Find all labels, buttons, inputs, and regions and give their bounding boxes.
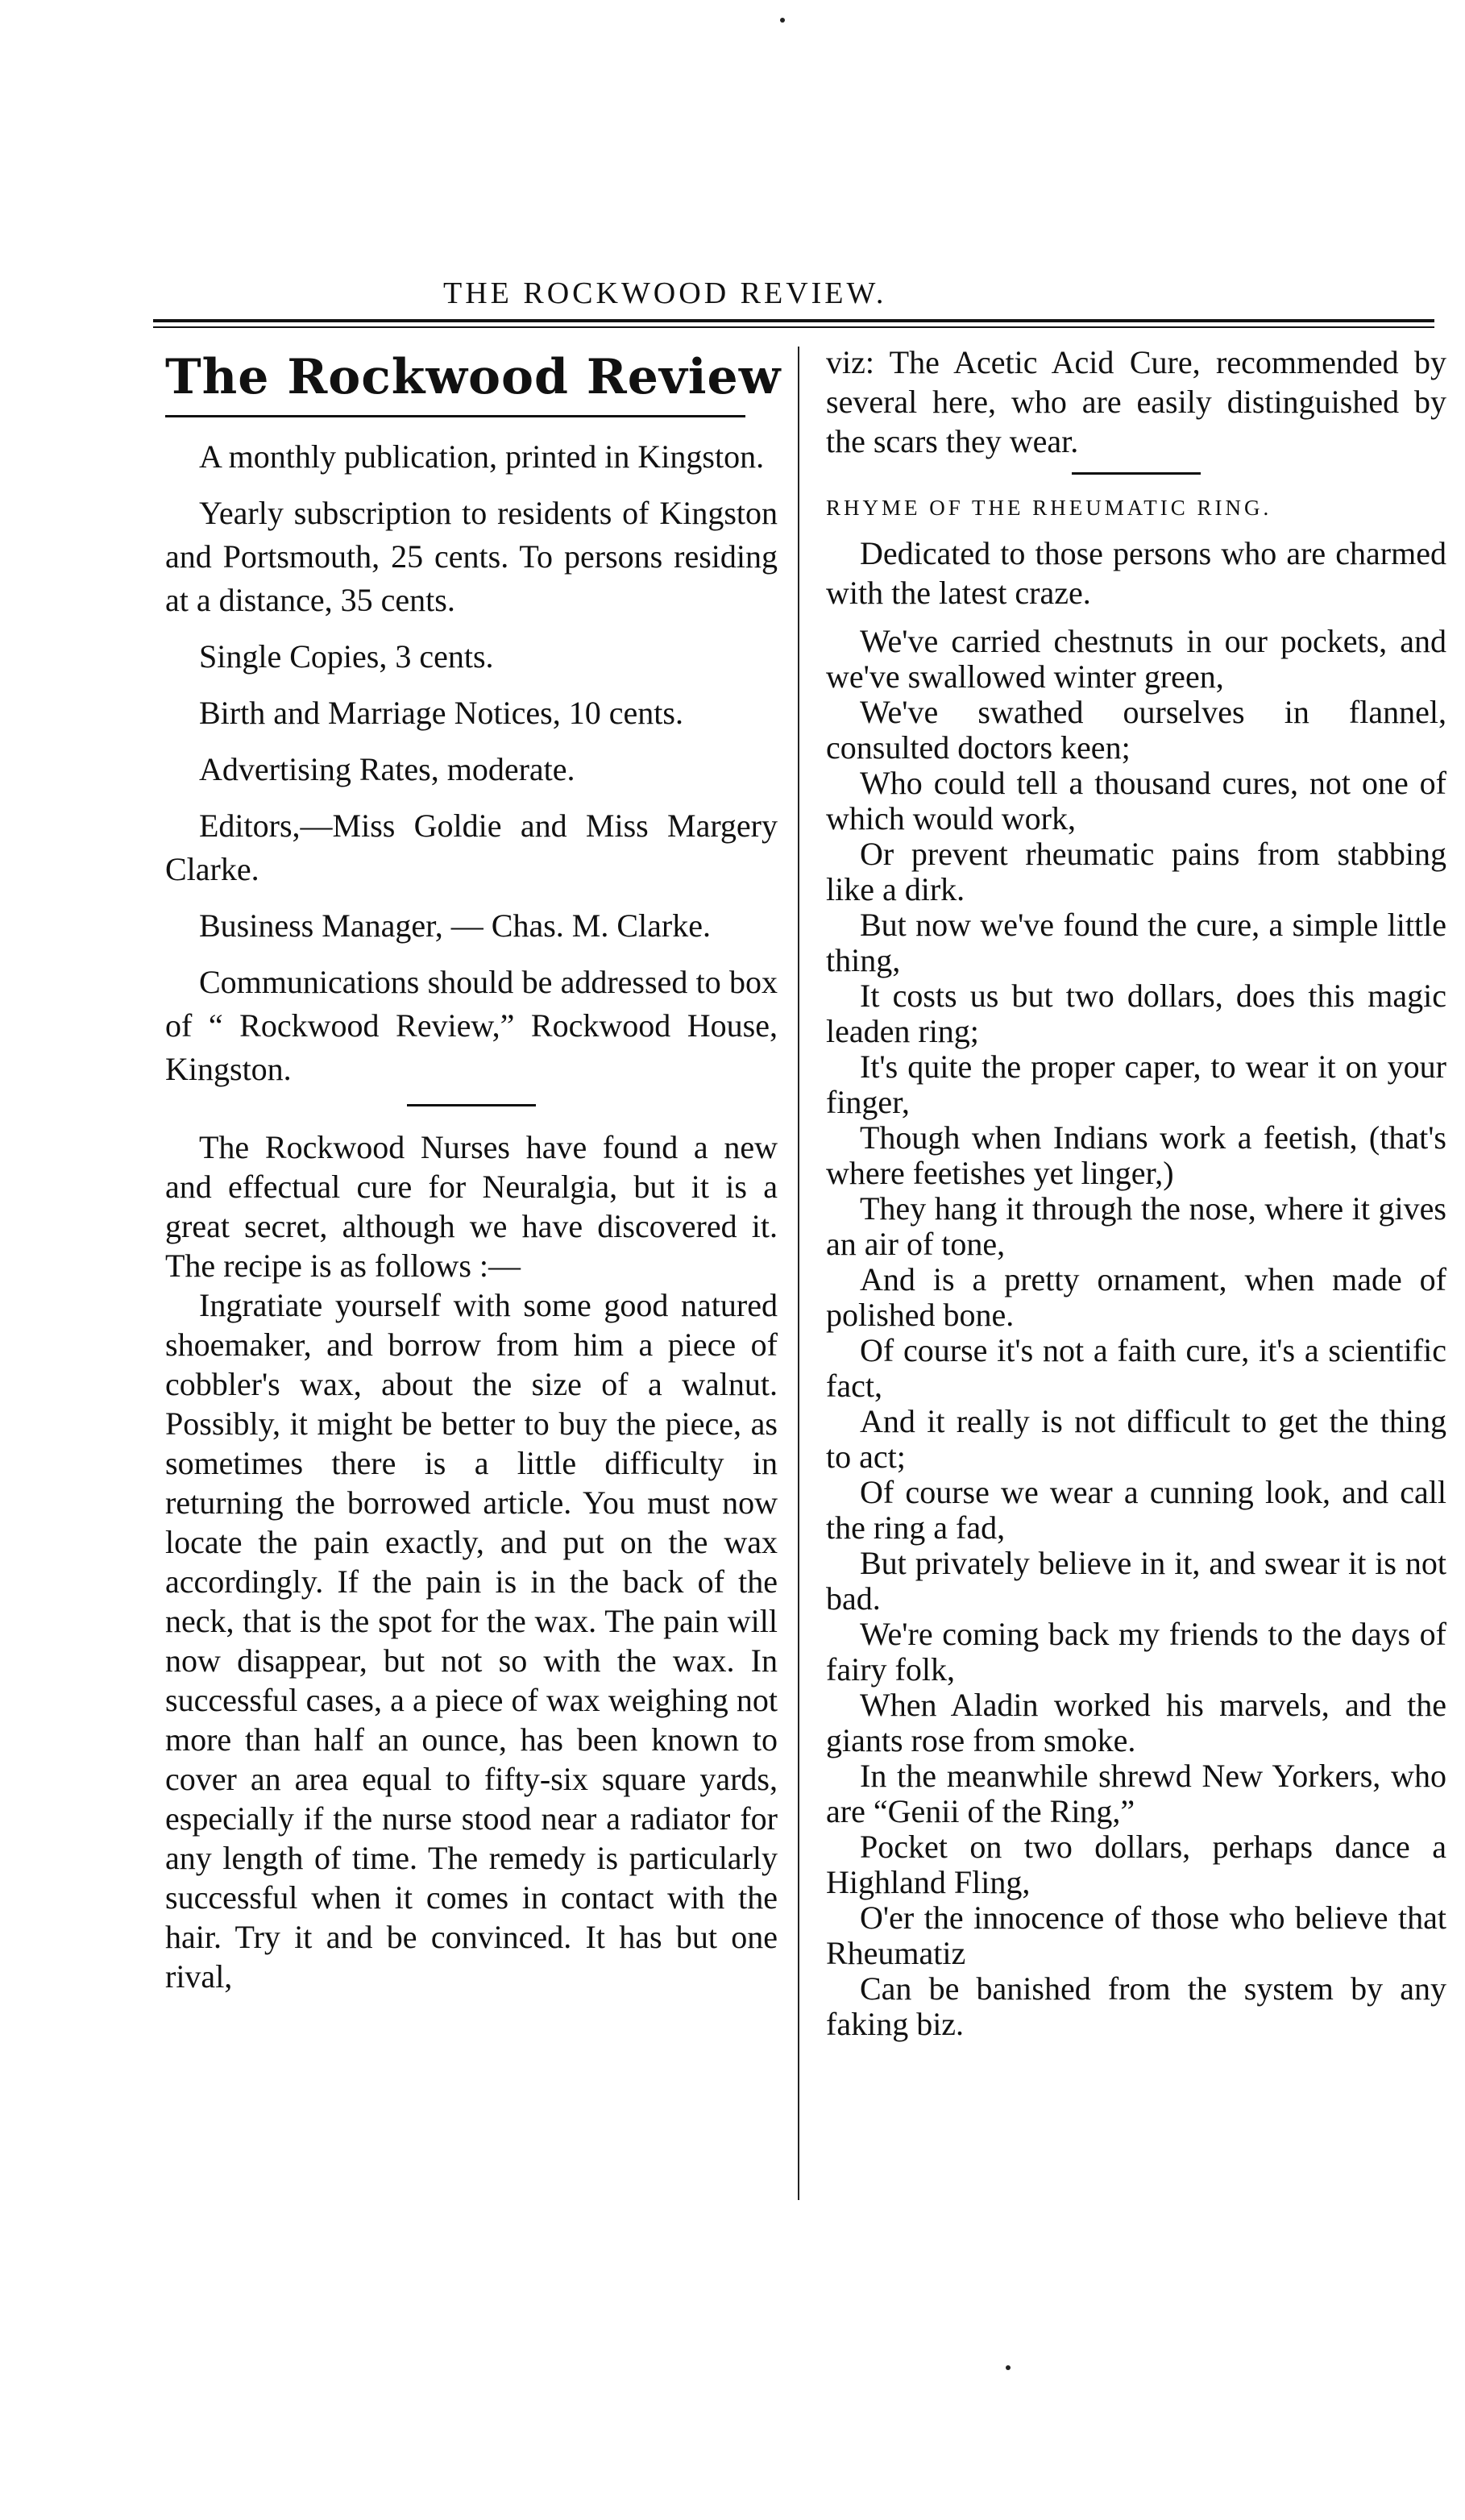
info-editors: Editors,—Miss Goldie and Miss Margery Clarke.: [165, 807, 778, 887]
print-speck: [1006, 2365, 1011, 2370]
verse-line: We've carried chestnuts in our pockets, and we've swallowed winter green,: [826, 623, 1446, 695]
verse-line: But privately believe in it, and swear it is not bad.: [826, 1545, 1446, 1617]
info-subscription: Yearly subscription to residents of Kingston and Portsmouth, 25 cents. To persons residing at a distance, 35 cents.: [165, 495, 778, 618]
verse-line: They hang it through the nose, where it gives an air of tone,: [826, 1190, 1446, 1262]
article-paragraph: The Rockwood Nurses have found a new and effectual cure for Neuralgia, but it is a great secret, although we have discovered it. The recipe is as follows :—: [165, 1129, 778, 1284]
verse-line: Or prevent rheumatic pains from stabbing like a dirk.: [826, 836, 1446, 907]
section-rule: [1072, 472, 1201, 475]
right-column: [826, 343, 1446, 2042]
info-notices: Birth and Marriage Notices, 10 cents.: [199, 695, 683, 731]
masthead-title: The Rockwood Review: [165, 349, 782, 405]
verse-line: And is a pretty ornament, when made of polished bone.: [826, 1261, 1446, 1333]
verse-line: When Aladin worked his marvels, and the giants rose from smoke.: [826, 1687, 1446, 1758]
column-divider: [798, 347, 799, 2200]
verse-line: But now we've found the cure, a simple little thing,: [826, 907, 1446, 978]
verse-line: It's quite the proper caper, to wear it on your finger,: [826, 1048, 1446, 1120]
info-advertising: Advertising Rates, moderate.: [199, 751, 575, 787]
verse-line: Who could tell a thousand cures, not one of which would work,: [826, 765, 1446, 837]
header-rule: [153, 319, 1434, 322]
rhyme-title: RHYME OF THE RHEUMATIC RING.: [826, 496, 1272, 520]
verse-line: Pocket on two dollars, perhaps dance a Highland Fling,: [826, 1829, 1446, 1900]
rhyme-verses: [826, 624, 1446, 2042]
verse-line: We're coming back my friends to the days of fairy folk,: [826, 1616, 1446, 1688]
verse-line: It costs us but two dollars, does this magic leaden ring;: [826, 978, 1446, 1049]
verse-line: In the meanwhile shrewd New Yorkers, who are “Genii of the Ring,”: [826, 1758, 1446, 1829]
verse-line: O'er the innocence of those who believe that Rheumatiz: [826, 1899, 1446, 1971]
verse-line: Can be banished from the system by any faking biz.: [826, 1970, 1446, 2042]
info-business-manager: Business Manager, — Chas. M. Clarke.: [199, 907, 711, 944]
verse-line: Of course we wear a cunning look, and call the ring a fad,: [826, 1474, 1446, 1546]
masthead-rule: [165, 415, 745, 417]
rhyme-dedication: Dedicated to those persons who are charmed with the latest craze.: [826, 535, 1446, 611]
header-rule-thin: [153, 326, 1434, 328]
verse-line: Though when Indians work a feetish, (that's where feetishes yet linger,): [826, 1119, 1446, 1191]
article-continuation: viz: The Acetic Acid Cure, recommended by several here, who are easily distinguished by the scars they wear.: [826, 344, 1446, 459]
running-head: THE ROCKWOOD REVIEW.: [443, 276, 887, 310]
info-communications: Communications should be addressed to box of “ Rockwood Review,” Rockwood House, Kingston.: [165, 964, 778, 1087]
left-column: [165, 343, 782, 1996]
info-publication: A monthly publication, printed in Kingston.: [199, 438, 765, 475]
article-paragraph: Ingratiate yourself with some good natured shoemaker, and borrow from him a piece of cobbler's wax, about the size of a walnut. Possibly, it might be better to buy the piece, as sometimes there is a little difficulty in returning the borrowed article. You must now locate the pain exactly, and put on the wax accordingly. If the pain is in the back of the neck, that is the spot for the wax. The pain will now disappear, but not so with the wax. In successful cases, a a piece of wax weighing not more than half an ounce, has been known to cover an area equal to fifty-six square yards, especially if the nurse stood near a radiator for any length of time. The remedy is particularly successful when it comes in contact with the hair. Try it and be convinced. It has but one rival,: [165, 1287, 778, 1995]
verse-line: Of course it's not a faith cure, it's a scientific fact,: [826, 1332, 1446, 1404]
print-speck: [780, 18, 785, 23]
verse-line: And it really is not difficult to get the thing to act;: [826, 1403, 1446, 1475]
verse-line: We've swathed ourselves in flannel, consulted doctors keen;: [826, 694, 1446, 766]
section-rule: [407, 1104, 536, 1106]
info-single-copies: Single Copies, 3 cents.: [199, 638, 494, 675]
